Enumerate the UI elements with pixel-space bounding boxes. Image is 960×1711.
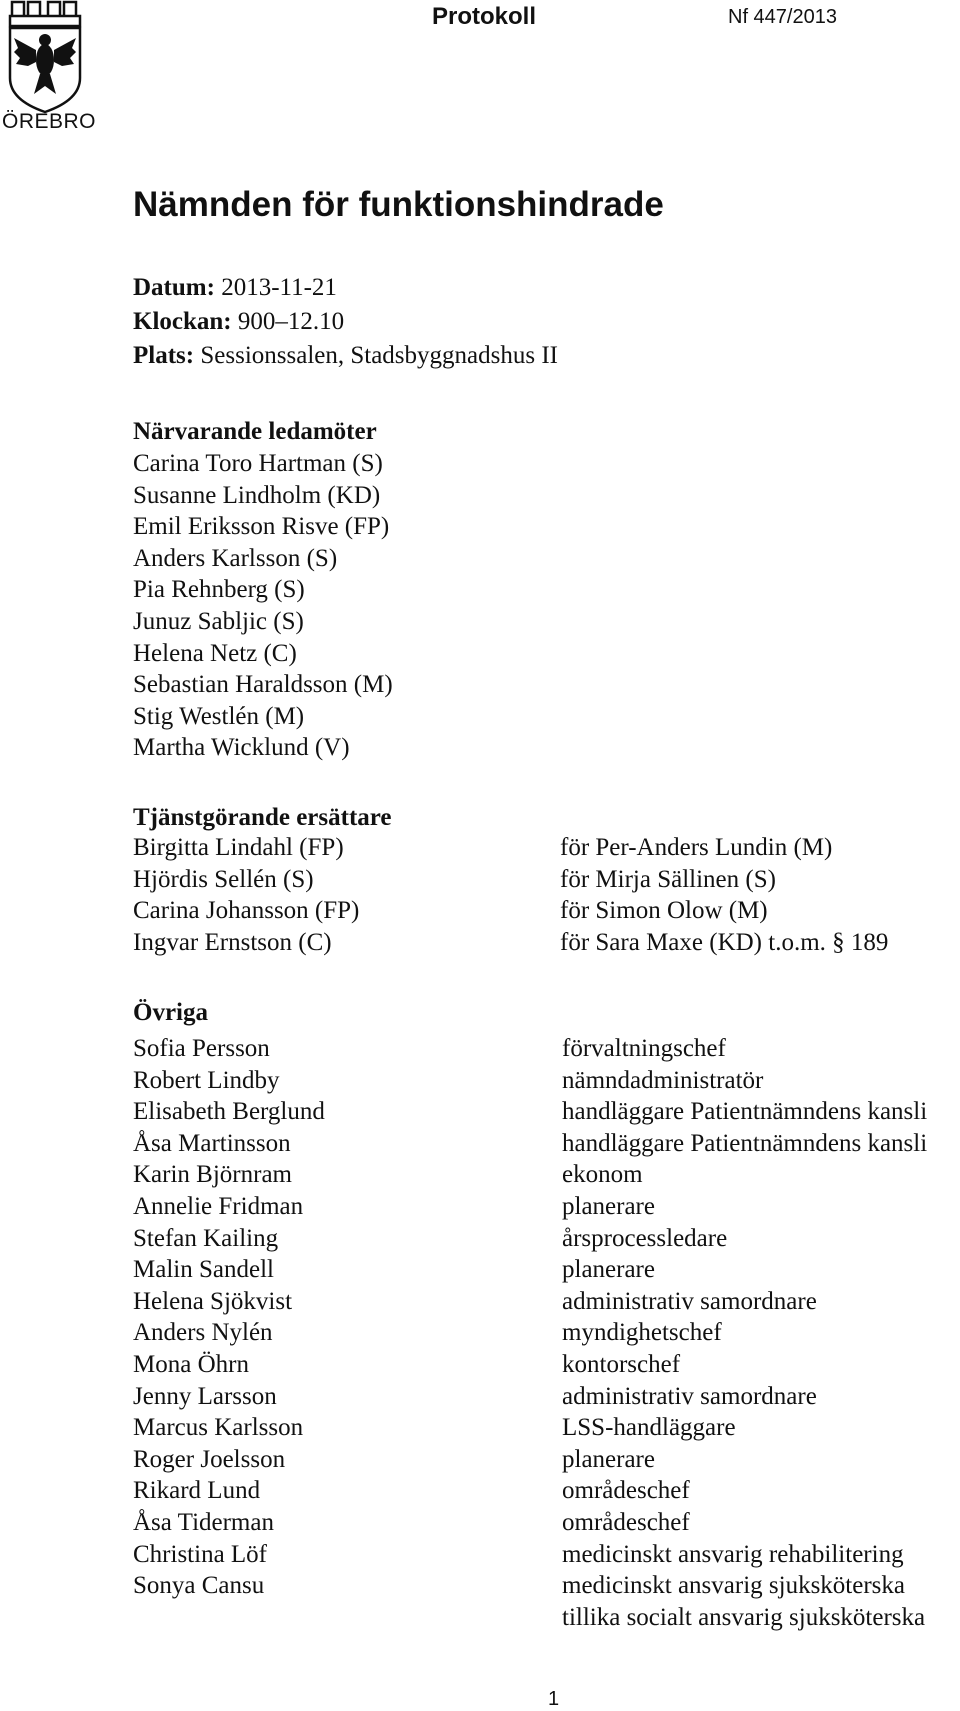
person-role: handläggare Patientnämndens kansli [562,1098,928,1126]
meeting-time-value: 900–12.10 [237,308,345,335]
list-item: Sebastian Haraldsson (M) [133,671,393,699]
person-name: Åsa Tiderman [133,1508,274,1536]
logo-text: ÖREBRO [2,110,97,133]
person-name: Rikard Lund [133,1477,261,1505]
list-item: Stig Westlén (M) [133,702,305,730]
substitute-name: Ingvar Ernstson (C) [133,928,332,956]
list-item [133,1254,960,1286]
person-name: Annelie Fridman [133,1192,304,1220]
person-name: Jenny Larsson [133,1382,277,1410]
substitute-note: för Mirja Sällinen (S) [560,865,776,893]
person-name: Stefan Kailing [133,1224,279,1252]
person-name: Robert Lindby [133,1066,280,1094]
person-name: Karin Björnram [133,1161,292,1189]
person-name: Elisabeth Berglund [133,1098,325,1126]
person-name: Helena Sjökvist [133,1287,293,1315]
list-item [133,1412,960,1444]
person-role: årsprocessledare [562,1224,728,1252]
person-role: administrativ samordnare [562,1382,817,1410]
document-type: Protokoll [432,3,537,30]
list-item [133,1381,960,1413]
substitute-name: Birgitta Lindahl (FP) [133,834,344,861]
list-item [133,1539,960,1571]
members-list [133,448,393,764]
meeting-date [133,275,337,300]
list-item: Helena Netz (C) [133,639,297,667]
list-item: Carina Toro Hartman (S) [133,450,383,477]
list-item: Emil Eriksson Risve (FP) [133,513,390,541]
person-role: planerare [562,1256,655,1284]
list-item: Junuz Sabljic (S) [133,607,304,635]
person-name: Anders Nylén [133,1319,273,1347]
person-name: Marcus Karlsson [133,1414,304,1442]
meeting-time-label: Klockan: [133,308,232,335]
meeting-place [133,343,558,368]
person-role: kontorschef [562,1350,681,1378]
castle-crown-icon [10,2,80,26]
list-item: Martha Wicklund (V) [133,734,350,762]
list-item [133,1159,960,1191]
person-role: LSS-handläggare [562,1414,736,1442]
meeting-date-value: 2013-11-21 [221,274,337,301]
person-name: Åsa Martinsson [133,1129,291,1157]
list-item [133,1096,960,1128]
list-item [133,1444,960,1476]
person-name: Mona Öhrn [133,1350,249,1378]
person-role: administrativ samordnare [562,1287,817,1315]
list-item [133,1191,960,1223]
meeting-place-label: Plats: [133,342,195,369]
substitute-name: Hjördis Sellén (S) [133,865,314,893]
list-item: Pia Rehnberg (S) [133,576,305,604]
list-item: Anders Karlsson (S) [133,544,338,572]
meeting-place-value: Sessionssalen, Stadsbyggnadshus II [200,342,558,369]
substitute-name: Carina Johansson (FP) [133,897,360,925]
meeting-date-label: Datum: [133,274,215,301]
members-heading: Närvarande ledamöter [133,418,377,445]
list-item [133,1223,960,1255]
page-title: Nämnden för funktionshindrade [133,185,664,224]
person-role: planerare [562,1192,655,1220]
document-number: Nf 447/2013 [728,6,837,28]
person-name: Malin Sandell [133,1256,274,1284]
person-role: förvaltningschef [562,1035,726,1062]
person-name: Sofia Persson [133,1035,270,1062]
person-name: Sonya Cansu [133,1572,265,1600]
person-role: områdeschef [562,1508,690,1536]
others-heading: Övriga [133,999,208,1026]
page-number: 1 [548,1688,560,1710]
list-item [133,1065,960,1097]
list-item [133,1286,960,1318]
list-item: Susanne Lindholm (KD) [133,481,381,509]
list-item [133,1570,960,1602]
list-item [133,1349,960,1381]
person-name: Roger Joelsson [133,1445,286,1473]
substitutes-list [133,832,960,958]
list-item [133,1602,960,1634]
person-role: medicinskt ansvarig sjuksköterska [562,1572,905,1600]
list-item [133,864,960,896]
list-item [133,1475,960,1507]
person-role: medicinskt ansvarig rehabilitering [562,1540,904,1568]
person-role: myndighetschef [562,1319,722,1347]
substitute-note: för Sara Maxe (KD) t.o.m. § 189 [560,928,889,956]
list-item [133,927,960,959]
others-list [133,1033,960,1633]
substitute-note: för Per-Anders Lundin (M) [560,834,833,861]
meeting-time [133,309,344,334]
list-item [133,1507,960,1539]
person-role: planerare [562,1445,655,1473]
list-item [133,1033,960,1065]
person-role: handläggare Patientnämndens kansli [562,1129,928,1157]
list-item [133,1317,960,1349]
list-item [133,895,960,927]
person-role: tillika socialt ansvarig sjuksköterska [562,1603,926,1631]
person-role: nämndadministratör [562,1066,764,1094]
substitute-note: för Simon Olow (M) [560,897,768,925]
person-role: ekonom [562,1161,643,1189]
list-item [133,1128,960,1160]
list-item [133,832,960,864]
person-name: Christina Löf [133,1540,268,1568]
substitutes-heading: Tjänstgörande ersättare [133,804,392,831]
person-role: områdeschef [562,1477,690,1505]
